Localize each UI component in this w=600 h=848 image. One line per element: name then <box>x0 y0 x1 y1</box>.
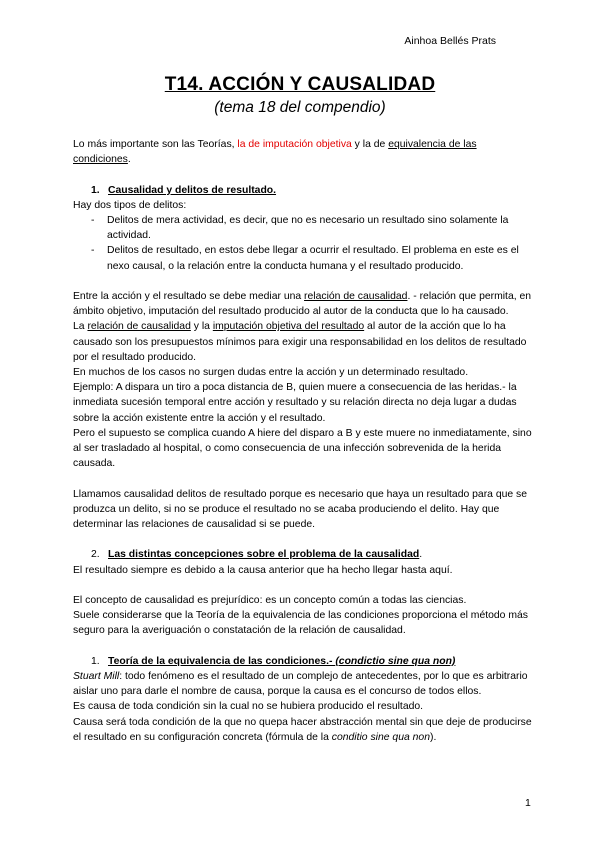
paragraph: Causa será toda condición de la que no quepa hacer abstracción mental sin que deje de producirse el resultado en su configuración concreta (fórmula de la conditio sine qua non). <box>73 716 532 743</box>
delitos-list <box>73 213 533 274</box>
red-highlight: la de imputación objetiva <box>237 139 352 150</box>
paragraph: Stuart Mill: todo fenómeno es el resultado de un complejo de antecedentes, por lo que es arbitrario aislar uno para darle el nombre de causa, porque la causa es el concurso de todos ellos. <box>73 671 528 698</box>
page-number: 1 <box>525 797 531 809</box>
intro-paragraph: Lo más importante son las Teorías, la de imputación objetiva y la de equivalencia de las condiciones. <box>73 139 477 166</box>
paragraph: Entre la acción y el resultado se debe mediar una relación de causalidad. - relación que permita, en ámbito objetivo, imputación del resultado producido al autor de la conducta que lo ha causado. <box>73 291 532 318</box>
section-1-lead: Hay dos tipos de delitos: <box>73 199 187 211</box>
document-subtitle: (tema 18 del compendio) <box>214 99 386 116</box>
list-item: - Delitos de mera actividad, es decir, que no es necesario un resultado sino solamente la actividad. <box>91 215 509 242</box>
paragraph: Es causa de toda condición sin la cual no se hubiera producido el resultado. <box>73 701 424 713</box>
list-item: - Delitos de resultado, en estos debe llegar a ocurrir el resultado. El problema en este es el nexo causal, o la relación entre la conducta humana y el resultado producido. <box>91 245 519 272</box>
section-2-heading: 2. Las distintas concepciones sobre el problema de la causalidad. <box>91 549 423 561</box>
paragraph: La relación de causalidad y la imputación objetiva del resultado al autor de la acción que lo ha causado son los presupuestos mínimos para exigir una responsabilidad en los delitos de resultado por el resultado producido. <box>73 321 527 363</box>
underlined-term: equivalencia de las condiciones <box>73 139 477 166</box>
document-title: T14. ACCIÓN Y CAUSALIDAD <box>164 74 436 95</box>
document-body <box>73 137 533 745</box>
paragraph: El concepto de causalidad es prejurídico: es un concepto común a todas las ciencias. <box>73 595 467 607</box>
paragraph: El resultado siempre es debido a la causa anterior que ha hecho llegar hasta aquí. <box>73 564 453 576</box>
paragraph: Ejemplo: A dispara un tiro a poca distancia de B, quien muere a consecuencia de las heridas.- la inmediata sucesión temporal entre acción y resultado y su relación directa no deja lugar a dudas sobre la acción existente entre la acción y el resultado. <box>73 382 517 424</box>
paragraph: Pero el supuesto se complica cuando A hiere del disparo a B y este muere no inmediatamente, sino al ser trasladado al hospital, o como consecuencia de una infección sobrevenida de la herida causada. <box>73 427 532 470</box>
section-3-heading: 1. Teoría de la equivalencia de las condiciones.- (condictio sine qua non) <box>91 655 456 667</box>
paragraph: Llamamos causalidad delitos de resultado porque es necesario que haya un resultado para que se produzca un delito, si no se produce el resultado no se acaba produciendo el delito. Hay que determinar las relaciones de causalidad si se puede. <box>73 488 528 531</box>
paragraph: Suele considerarse que la Teoría de la equivalencia de las condiciones proporciona el método más seguro para la averiguación o constatación de la relación de causalidad. <box>73 610 528 637</box>
section-1-heading: 1. Causalidad y delitos de resultado. <box>91 184 277 196</box>
paragraph: En muchos de los casos no surgen dudas entre la acción y un determinado resultado. <box>73 367 469 379</box>
author-name: Ainhoa Bellés Prats <box>404 35 496 47</box>
